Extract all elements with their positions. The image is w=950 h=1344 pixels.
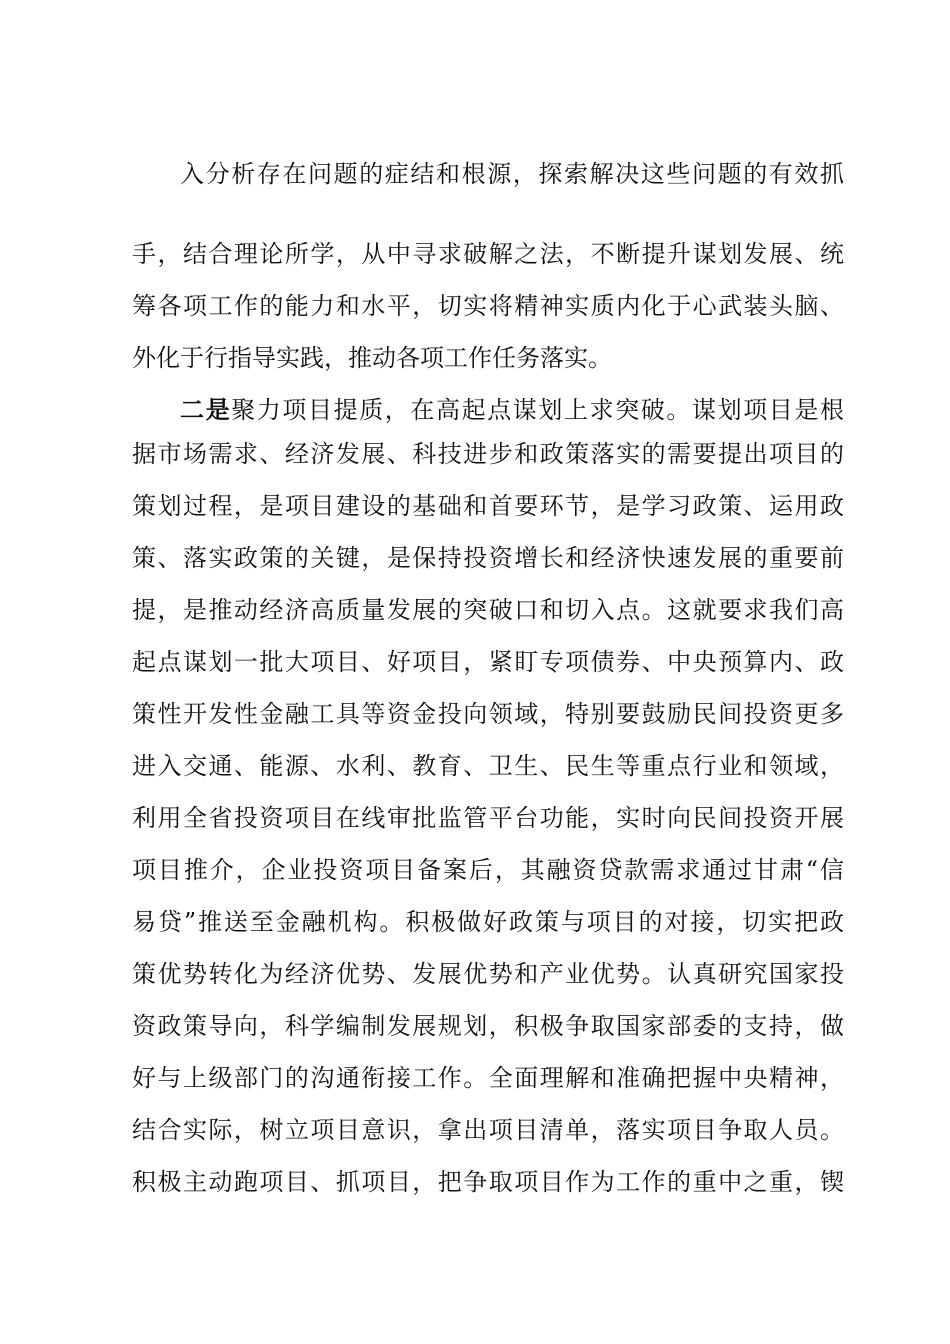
paragraph-lead-bold: 二是	[180, 396, 232, 424]
paragraph-line: 外化于行指导实践，推动各项工作任务落实。	[132, 344, 612, 372]
paragraph-line: 利用全省投资项目在线审批监管平台功能，实时向民间投资开展	[132, 804, 844, 832]
paragraph-line: 项目推介，企业投资项目备案后，其融资贷款需求通过甘肃“信	[132, 856, 844, 884]
paragraph-line: 结合实际，树立项目意识，拿出项目清单，落实项目争取人员。	[132, 1116, 844, 1144]
paragraph-line: 进入交通、能源、水利、教育、卫生、民生等重点行业和领域，	[132, 752, 844, 780]
paragraph-line	[180, 392, 844, 428]
paragraph-text: 聚力项目提质，在高起点谋划上求突破。谋划项目是根	[231, 396, 845, 424]
paragraph-line: 起点谋划一批大项目、好项目，紧盯专项债券、中央预算内、政	[132, 648, 844, 676]
paragraph-line: 策性开发性金融工具等资金投向领域，特别要鼓励民间投资更多	[132, 700, 844, 728]
paragraph-line: 筹各项工作的能力和水平，切实将精神实质内化于心武装头脑、	[132, 292, 844, 320]
paragraph-line: 提，是推动经济高质量发展的突破口和切入点。这就要求我们高	[132, 596, 844, 624]
paragraph-line: 手，结合理论所学，从中寻求破解之法，不断提升谋划发展、统	[132, 240, 844, 268]
paragraph-line: 策、落实政策的关键，是保持投资增长和经济快速发展的重要前	[132, 544, 844, 572]
paragraph-line: 策划过程，是项目建设的基础和首要环节，是学习政策、运用政	[132, 492, 844, 520]
paragraph-line: 据市场需求、经济发展、科技进步和政策落实的需要提出项目的	[132, 440, 844, 468]
paragraph-line: 好与上级部门的沟通衔接工作。全面理解和准确把握中央精神，	[132, 1064, 844, 1092]
paragraph-line: 入分析存在问题的症结和根源，探索解决这些问题的有效抓	[180, 160, 844, 188]
paragraph-line: 积极主动跑项目、抓项目，把争取项目作为工作的重中之重，锲	[132, 1168, 844, 1196]
paragraph-line: 策优势转化为经济优势、发展优势和产业优势。认真研究国家投	[132, 960, 844, 988]
paragraph-line: 资政策导向，科学编制发展规划，积极争取国家部委的支持，做	[132, 1012, 844, 1040]
paragraph-line: 易贷”推送至金融机构。积极做好政策与项目的对接，切实把政	[132, 908, 844, 936]
